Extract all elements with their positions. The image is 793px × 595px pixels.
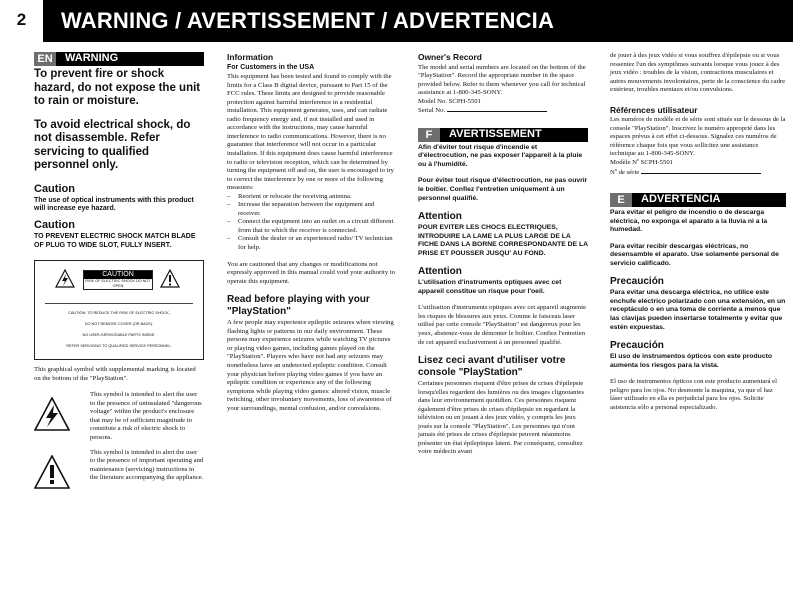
precaucion-text-1: Para evitar una descarga eléctrica, no utilice este enchufe eléctrico polarizado con una extensión, en un receptáculo o en una toma de corriente a menos que las clavijas pueden insertarse totalmente y evitar que estén expuestas. bbox=[610, 289, 786, 331]
fcc-paragraph: This equipment has been tested and found to comply with the limits for a Class B digital device, pursuant to Part 15 of the FCC rules. These limits are designed to provide reasonable protection against harmful interference in a residential installation. This equipment generates, uses, and can radiate radio frequency energy and, if not installed and used in accordance with the instructions, may cause harmful interference to radio communications. However, there is no guarantee that interference will not occur in a particular installation. If this equipment does cause harmful interference to radio or television reception, which can be determined by turning the equipment off and on, the user is encouraged to try to correct the interference by one or more of the following measures: bbox=[227, 73, 395, 192]
serial-number-label: Serial No. bbox=[418, 107, 446, 115]
attention-text-2: L'utilisation d'instruments optiques avec cet appareil constitue un risque pour l'oeil. bbox=[418, 279, 562, 295]
owners-record-text: The model and serial numbers are located on the bottom of the "PlayStation". Record the appropriate number in the space provided below. Refer to them whenever you call for technical assistance at 1-800-345-SONY. bbox=[418, 63, 586, 97]
precaucion-heading-1: Precaución bbox=[610, 276, 664, 288]
caution-heading-2: Caution bbox=[34, 219, 75, 232]
numero-serie-label: Nº de série bbox=[610, 168, 640, 176]
warning-disassemble: To avoid electrical shock, do not disassemble. Refer servicing to qualified personnel only. bbox=[34, 118, 191, 171]
epilepsy-warning-en: A few people may experience epileptic seizures when viewing flashing lights or patterns in our daily environment. These persons may experience seizures while watching TV pictures or playing video games, including games played on the "PlayStation". Players who have not had any seizures may nonetheless have an undetected epileptic condition. Consult your physician before playing video games if you have an epileptic condition or experience any of the following symptoms while playing video games: altered vision, muscle twitching, other involuntary movements, loss of awareness of your surroundings, mental confusion, and/or convulsions. bbox=[227, 319, 394, 412]
optical-instruments-es: El uso de instrumentos ópticos con este producto aumentará el peligro para los ojos. No desmonte la maquina, ya que el haz láser utilizado en ella es perjudicial para los ojos. Solicite asistencia sólo a personal especializado. bbox=[610, 378, 777, 411]
caution-line-3: NO USER-SERVICEABLE PARTS INSIDE. bbox=[82, 333, 156, 338]
caution-text-1: The use of optical instruments with this product will increase eye hazard. bbox=[34, 196, 194, 212]
lightning-warning-icon bbox=[55, 269, 75, 288]
language-code-es: E bbox=[610, 193, 632, 207]
exclamation-warning-icon bbox=[160, 269, 180, 288]
serial-number-field bbox=[418, 106, 588, 116]
model-number: Model No. SCPH-5501 bbox=[418, 97, 481, 105]
attention-text-1: POUR EVITER LES CHOCS ELECTRIQUES, INTRODUIRE LA LAME LA PLUS LARGE DE LA FICHE DANS LA BORNE CORRESPONDANTE DE LA PRISE ET POUSSER JUSQU' AU FOND. bbox=[418, 224, 588, 257]
read-before-heading: Read before playing with your "PlayStation" bbox=[227, 294, 370, 318]
section-title-avertissement: AVERTISSEMENT bbox=[440, 128, 588, 142]
warning-fire-shock: To prevent fire or shock hazard, do not expose the unit to rain or moisture. bbox=[34, 68, 201, 107]
modele-number: Modèle Nº SCPH-5501 bbox=[610, 158, 674, 166]
caution-label bbox=[83, 270, 153, 290]
caution-label-subtitle: RISK OF ELECTRIC SHOCK DO NOT OPEN bbox=[85, 279, 151, 289]
lisez-ceci-heading: Lisez ceci avant d'utiliser votre console "PlayStation" bbox=[418, 355, 566, 379]
exclamation-icon bbox=[34, 455, 70, 489]
epilepsy-warning-fr-continued: de jouer à des jeux vidéo si vous souffrez d'épilepsie ou si vous ressentez l'un des symptômes suivants lorsque vous jouez à des jeux vidéo : troubles de la vision, contractions musculaires et autres mouvements involontaires, perte de la conscience du cadre extérieur, troubles mentaux et/ou convulsions. bbox=[610, 52, 786, 94]
numero-serie-line bbox=[641, 168, 761, 174]
caution-line-2: DO NOT REMOVE COVER (OR BACK). bbox=[84, 322, 154, 327]
column-english-warning bbox=[34, 52, 204, 494]
precaucion-heading-2: Precaución bbox=[610, 340, 664, 352]
serial-number-line bbox=[447, 106, 547, 112]
column-owner-french bbox=[418, 52, 588, 465]
symbol-row-voltage bbox=[34, 391, 204, 442]
symbol-text-voltage: This symbol is intended to alert the user to the presence of uninsulated "dangerous voltage" within the product's enclosure that may be of sufficient magnitude to constitute a risk of electric shock to persons. bbox=[90, 391, 202, 441]
language-code-fr: F bbox=[418, 128, 440, 142]
page-number: 2 bbox=[0, 0, 43, 42]
column-french-spanish bbox=[610, 52, 786, 420]
es-warning-fire: Para evitar el peligro de incendio o de descarga eléctrica, no exponga el aparato a la lluvia ni a la humedad. bbox=[610, 209, 768, 234]
section-title-warning: WARNING bbox=[56, 52, 204, 66]
page-header bbox=[0, 0, 793, 42]
symbol-intro: This graphical symbol with supplemental marking is located on the bottom of the "PlayStation". bbox=[34, 366, 196, 382]
fr-warning-fire: Afin d'éviter tout risque d'incendie et d'électrocution, ne pas exposer l'appareil à la pluie ou à l'humidité. bbox=[418, 143, 583, 168]
list-item: – Consult the dealer or an experienced radio/ TV technician for help. bbox=[227, 235, 397, 252]
epilepsy-warning-fr: Certaines personnes risquent d'être prises de crises d'épilepsie lorsqu'elles regardent des lumières ou des images clignotantes dans leur environnement quotidien. Ces personnes risquent également d'être prises de crises d'épilepsie en regardant la télévision ou en jouant à des jeux vidéo, y compris les jeux joués sur la console "PlayStation". Les personnes qui n'ont jamais été prises de crises d'épilepsie peuvent néanmoins présenter un état épileptique latent. Par conséquent, consultez votre médecin avant bbox=[418, 380, 584, 456]
caution-label-title: CAUTION bbox=[84, 271, 152, 279]
fr-warning-open: Pour éviter tout risque d'électrocution, ne pas ouvrir le boîtier. Confiez l'entretien uniquement à un personnel qualifié. bbox=[418, 177, 588, 202]
symbol-row-instructions bbox=[34, 449, 204, 494]
caution-box-divider bbox=[45, 303, 193, 304]
column-information bbox=[227, 52, 397, 421]
owners-record-heading: Owner's Record bbox=[418, 52, 482, 62]
language-code-en: EN bbox=[34, 52, 56, 66]
caution-heading-1: Caution bbox=[34, 182, 75, 195]
list-item: – Increase the separation between the equipment and receiver. bbox=[227, 201, 397, 218]
optical-instruments-fr: L'utilisation d'instruments optiques avec cet appareil augmente les risques de blessures aux yeux. Comme le faisceau laser utilisé par cette console "PlayStation" est dangereux pour les yeux, abstenez-vous de démonter le boîtier. Confiez l'entretien de cet appareil exclusivement à un personnel qualifié. bbox=[418, 304, 587, 346]
section-title-advertencia: ADVERTENCIA bbox=[632, 193, 786, 207]
caution-text-2: TO PREVENT ELECTRIC SHOCK MATCH BLADE OF PLUG TO WIDE SLOT, FULLY INSERT. bbox=[34, 233, 196, 249]
fcc-measures-list bbox=[227, 193, 397, 253]
section-header-es bbox=[610, 193, 786, 207]
info-heading: Information bbox=[227, 52, 274, 62]
modification-caution: You are cautioned that any changes or modifications not expressly approved in this manual could void your authority to operate this equipment. bbox=[227, 260, 396, 285]
dangerous-voltage-icon bbox=[34, 397, 70, 431]
list-item: – Reorient or relocate the receiving antenna. bbox=[227, 193, 397, 202]
caution-line-4: REFER SERVICING TO QUALIFIED SERVICE PERSONNEL. bbox=[66, 344, 172, 349]
page-title: WARNING / AVERTISSEMENT / ADVERTENCIA bbox=[43, 0, 793, 42]
section-header-en bbox=[34, 52, 204, 66]
es-warning-disassemble: Para evitar recibir descargas eléctricas, no desensamble el aparato. Use solamente personal de servicio calificado. bbox=[610, 242, 779, 267]
symbol-text-instructions: This symbol is intended to alert the user to the presence of important operating and maintenance (servicing) instructions in the literature accompanying the appliance. bbox=[90, 448, 204, 482]
caution-label-box bbox=[34, 260, 204, 360]
references-heading: Références utilisateur bbox=[610, 104, 698, 115]
section-header-fr bbox=[418, 128, 588, 142]
attention-heading-2: Attention bbox=[418, 266, 462, 278]
list-item: – Connect the equipment into an outlet on a circuit different from that to which the receiver is connected. bbox=[227, 218, 397, 235]
caution-line-1: CAUTION: TO REDUCE THE RISK OF ELECTRIC SHOCK, bbox=[68, 311, 170, 316]
info-subheading: For Customers in the USA bbox=[227, 63, 315, 71]
references-text: Les numéros de modèle et de série sont situés sur le dessous de la console "PlayStation". Inscrivez le numéro approprié dans les espaces prévus à cet effet ci-dessous. Signalez ces numéros de référence chaque fois que vous sollicitez une assistance technique au 1-800-345-SONY. bbox=[610, 116, 786, 158]
numero-serie-field bbox=[610, 168, 786, 178]
attention-heading-1: Attention bbox=[418, 211, 462, 223]
precaucion-text-2: El uso de instrumentos ópticos con este producto aumenta los riesgos para la vista. bbox=[610, 353, 773, 369]
